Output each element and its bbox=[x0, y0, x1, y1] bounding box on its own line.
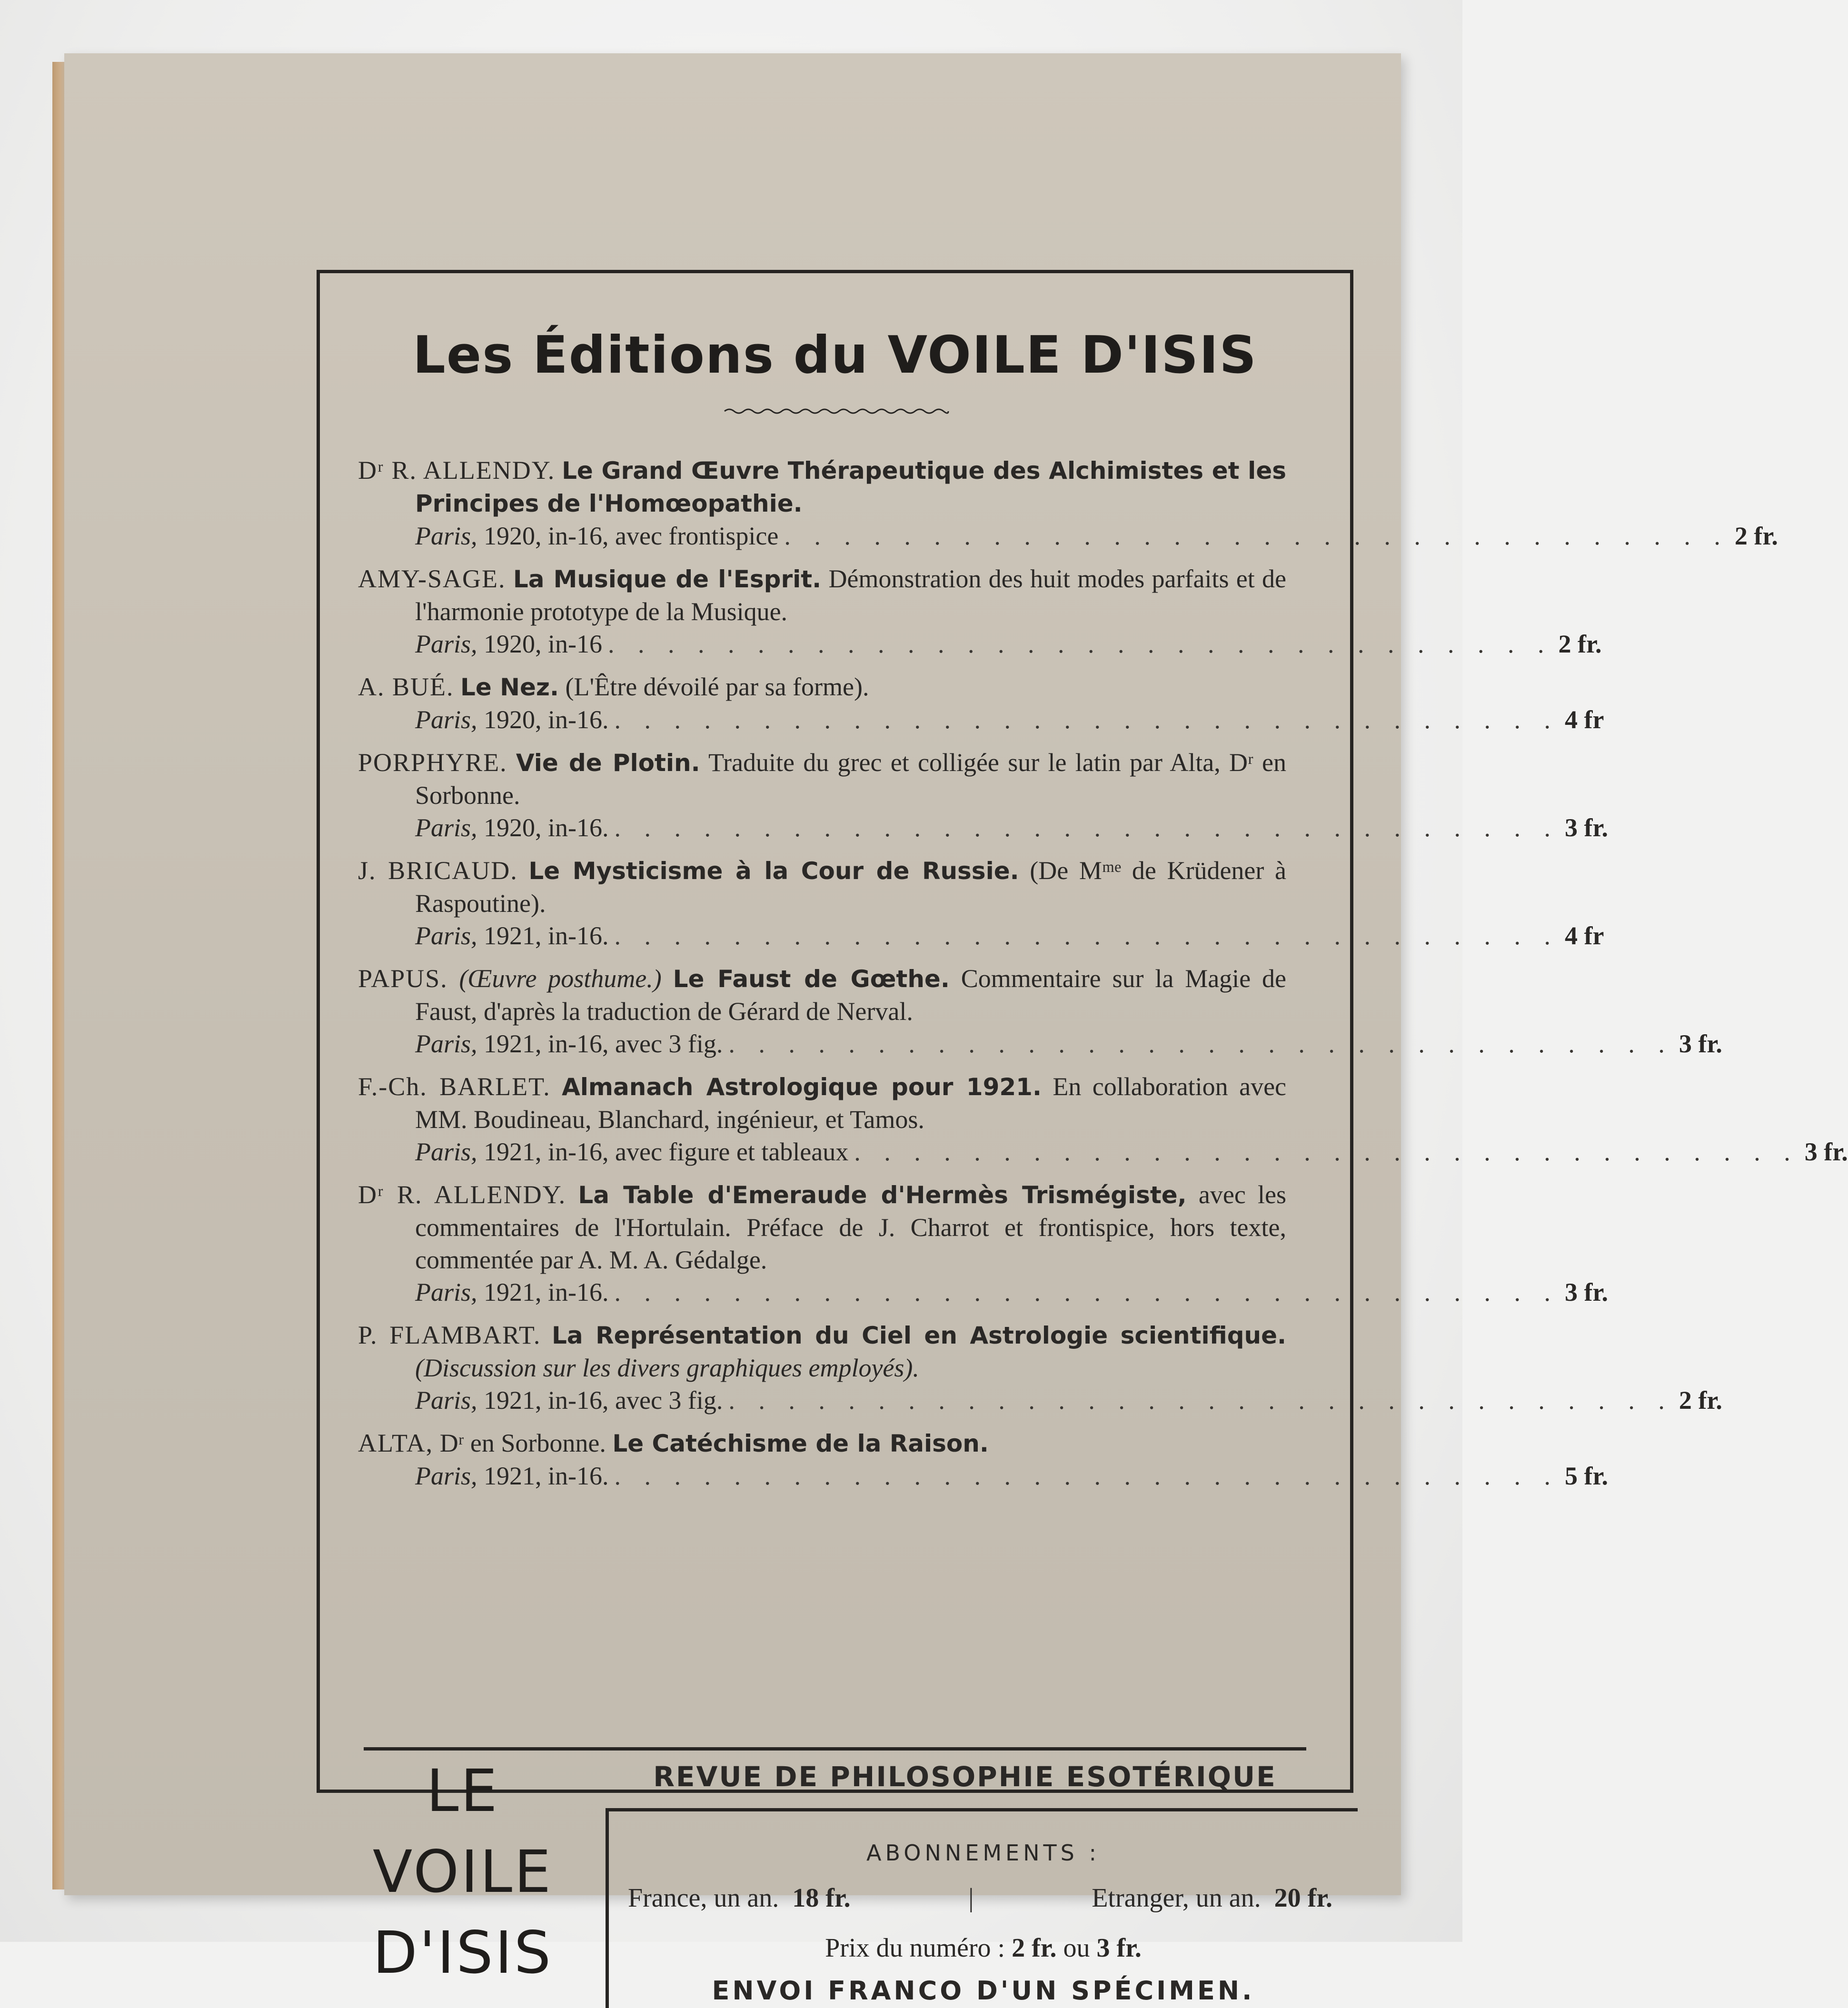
entry-price: 3 fr. bbox=[1804, 1138, 1848, 1166]
leader-dots: . . . . . . . . . . . . . . . . . . . . . . . . . . . . . . . . bbox=[854, 1138, 1799, 1166]
entry-price-line bbox=[415, 1028, 1722, 1060]
entry-place: Paris, bbox=[415, 1462, 477, 1490]
entry-details: 1920, in-16. bbox=[484, 813, 609, 842]
entry-details: 1921, in-16, avec figure et tableaux bbox=[484, 1138, 849, 1166]
entry-details: 1920, in-16, avec frontispice bbox=[484, 522, 779, 550]
list-item bbox=[358, 454, 1778, 552]
numero-or: ou bbox=[1063, 1933, 1090, 1963]
entry-title: La Table d'Emeraude d'Hermès Trismégiste, bbox=[578, 1181, 1187, 1209]
revue-subtitle: REVUE DE PHILOSOPHIE ESOTÉRIQUE bbox=[653, 1761, 1277, 1793]
entry-details: 1920, in-16. bbox=[484, 705, 609, 734]
leader-dots: . . . . . . . . . . . . . . . . . . . . . . . . . . . . . . . . bbox=[608, 630, 1553, 658]
entry-author: PORPHYRE. bbox=[358, 748, 507, 777]
leader-dots: . . . . . . . . . . . . . . . . . . . . . . . . . . . . . . . . bbox=[614, 1462, 1560, 1490]
entry-place: Paris, bbox=[415, 705, 477, 734]
etranger-label: Etranger, un an. bbox=[1092, 1883, 1261, 1913]
entry-place: Paris, bbox=[415, 1138, 477, 1166]
numero-price-line bbox=[609, 1933, 1358, 1963]
subscription-prices bbox=[628, 1883, 1332, 1913]
entry-title: Le Faust de Gœthe. bbox=[673, 965, 950, 993]
entry-author: PAPUS. bbox=[358, 964, 448, 993]
separator: | bbox=[968, 1883, 974, 1913]
entry-price-line bbox=[415, 628, 1602, 660]
entry-price-line bbox=[415, 1384, 1722, 1416]
catalogue-list bbox=[358, 454, 1848, 1503]
entry-price-line bbox=[415, 1460, 1609, 1492]
entry-price: 3 fr. bbox=[1679, 1029, 1722, 1058]
entry-author: P. FLAMBART. bbox=[358, 1321, 541, 1349]
leader-dots: . . . . . . . . . . . . . . . . . . . . . . . . . . . . . . . . bbox=[784, 522, 1729, 550]
entry-description: (L'Être dévoilé par sa forme). bbox=[565, 673, 869, 701]
entry-place: Paris, bbox=[415, 1386, 477, 1415]
specimen-notice: ENVOI FRANCO D'UN SPÉCIMEN. bbox=[712, 1976, 1255, 2006]
revue-logo bbox=[320, 1751, 606, 2008]
entry-description: Commentaire sur la Magie de Faust, d'après la traduction de Gérard de Nerval. bbox=[415, 964, 1286, 1026]
entry-place: Paris, bbox=[415, 921, 477, 950]
entry-title: Le Nez. bbox=[460, 673, 559, 701]
logo-line: D'ISIS bbox=[372, 1919, 553, 1987]
entry-place: Paris, bbox=[415, 522, 477, 550]
list-item bbox=[358, 671, 1604, 736]
entry-price-line bbox=[415, 1136, 1848, 1168]
entry-price: 2 fr. bbox=[1734, 522, 1778, 550]
entry-title: Le Grand Œuvre Thérapeutique des Alchimistes et les Principes de l'Homœopathie. bbox=[415, 457, 1286, 517]
entry-price-line bbox=[415, 520, 1778, 552]
list-item bbox=[358, 854, 1604, 952]
entry-author-extra: Dʳ en Sorbonne. bbox=[439, 1429, 606, 1457]
entry-price: 2 fr. bbox=[1558, 630, 1602, 658]
france-price: 18 fr. bbox=[792, 1883, 851, 1913]
entry-place: Paris, bbox=[415, 813, 477, 842]
list-item bbox=[358, 1319, 1722, 1416]
entry-details: 1921, in-16. bbox=[484, 921, 609, 950]
etranger-price: 20 fr. bbox=[1274, 1883, 1332, 1913]
logo-line: LE bbox=[426, 1757, 499, 1825]
entry-details: 1921, in-16. bbox=[484, 1462, 609, 1490]
logo-line: VOILE bbox=[372, 1838, 553, 1906]
entry-author: A. BUÉ. bbox=[358, 673, 454, 701]
list-item bbox=[358, 1070, 1848, 1168]
entry-place: Paris, bbox=[415, 630, 477, 658]
entry-place: Paris, bbox=[415, 1029, 477, 1058]
advertisement-frame bbox=[317, 270, 1848, 2006]
entry-price-line bbox=[415, 811, 1609, 844]
entry-author: F.-Ch. BARLET. bbox=[358, 1072, 551, 1101]
list-item bbox=[358, 1178, 1609, 1308]
entry-price: 5 fr. bbox=[1565, 1462, 1609, 1490]
entry-author: ALTA, bbox=[358, 1429, 434, 1457]
entry-description: Démonstration des huit modes parfaits et de l'harmonie prototype de la Musique. bbox=[415, 564, 1286, 626]
entry-description: (Discussion sur les divers graphiques employés). bbox=[415, 1354, 919, 1382]
book-back-cover bbox=[64, 53, 1848, 2006]
leader-dots: . . . . . . . . . . . . . . . . . . . . . . . . . . . . . . . . bbox=[614, 813, 1560, 842]
entry-title: Le Mysticisme à la Cour de Russie. bbox=[528, 857, 1019, 885]
france-price-group bbox=[628, 1883, 851, 1913]
entry-author: Dʳ R. ALLENDY. bbox=[358, 1180, 566, 1209]
france-label: France, un an. bbox=[628, 1883, 779, 1913]
entry-price-line bbox=[415, 1276, 1609, 1308]
abonnements-title: ABONNEMENTS : bbox=[866, 1840, 1100, 1866]
entry-details: 1921, in-16, avec 3 fig. bbox=[484, 1386, 723, 1415]
entry-author: J. BRICAUD. bbox=[358, 856, 518, 885]
entry-author: Dʳ R. ALLENDY. bbox=[358, 456, 556, 485]
entry-title: La Musique de l'Esprit. bbox=[513, 565, 822, 593]
list-item bbox=[358, 746, 1609, 844]
entry-title: Vie de Plotin. bbox=[516, 749, 700, 777]
divider-rule bbox=[364, 1747, 1306, 1751]
leader-dots: . . . . . . . . . . . . . . . . . . . . . . . . . . . . . . . . bbox=[614, 921, 1560, 950]
leader-dots: . . . . . . . . . . . . . . . . . . . . . . . . . . . . . . . . bbox=[728, 1029, 1673, 1058]
entry-description: avec les commentaires de l'Hortulain. Préface de J. Charrot et frontispice, hors texte, commentée par A. M. A. Gédalge. bbox=[415, 1180, 1286, 1274]
list-item bbox=[358, 563, 1602, 660]
entry-price: 4 fr bbox=[1565, 921, 1604, 950]
entry-title: Almanach Astrologique pour 1921. bbox=[562, 1073, 1042, 1101]
entry-description: (De Mᵐᵉ de Krüdener à Raspoutine). bbox=[415, 856, 1287, 918]
entry-price-line bbox=[415, 703, 1604, 736]
entry-author: AMY-SAGE. bbox=[358, 564, 506, 593]
entry-price: 3 fr. bbox=[1565, 813, 1609, 842]
subscription-box bbox=[606, 1808, 1358, 2008]
entry-title: La Représentation du Ciel en Astrologie scientifique. bbox=[552, 1322, 1287, 1349]
page-title: Les Éditions du VOILE D'ISIS bbox=[413, 326, 1257, 385]
entry-title: Le Catéchisme de la Raison. bbox=[612, 1430, 989, 1457]
entry-place: Paris, bbox=[415, 1278, 477, 1306]
leader-dots: . . . . . . . . . . . . . . . . . . . . . . . . . . . . . . . . bbox=[614, 1278, 1560, 1306]
numero-price-a: 2 fr. bbox=[1012, 1933, 1057, 1963]
list-item bbox=[358, 1427, 1609, 1492]
entry-price: 2 fr. bbox=[1679, 1386, 1722, 1415]
numero-label: Prix du numéro : bbox=[825, 1933, 1005, 1963]
leader-dots: . . . . . . . . . . . . . . . . . . . . . . . . . . . . . . . . bbox=[728, 1386, 1673, 1415]
etranger-price-group bbox=[1092, 1883, 1332, 1913]
entry-note: (Œuvre posthume.) bbox=[459, 964, 662, 993]
list-item bbox=[358, 962, 1722, 1060]
entry-price-line bbox=[415, 920, 1604, 952]
entry-details: 1920, in-16 bbox=[484, 630, 603, 658]
numero-price-b: 3 fr. bbox=[1096, 1933, 1142, 1963]
entry-price: 3 fr. bbox=[1565, 1278, 1609, 1306]
entry-details: 1921, in-16, avec 3 fig. bbox=[484, 1029, 723, 1058]
entry-description: Traduite du grec et colligée sur le latin par Alta, Dʳ en Sorbonne. bbox=[415, 748, 1287, 810]
entry-price: 4 fr bbox=[1565, 705, 1604, 734]
wavy-ornament-icon bbox=[725, 407, 948, 415]
entry-description: En collaboration avec MM. Boudineau, Blanchard, ingénieur, et Tamos. bbox=[415, 1072, 1287, 1134]
entry-details: 1921, in-16. bbox=[484, 1278, 609, 1306]
leader-dots: . . . . . . . . . . . . . . . . . . . . . . . . . . . . . . . . bbox=[614, 705, 1560, 734]
